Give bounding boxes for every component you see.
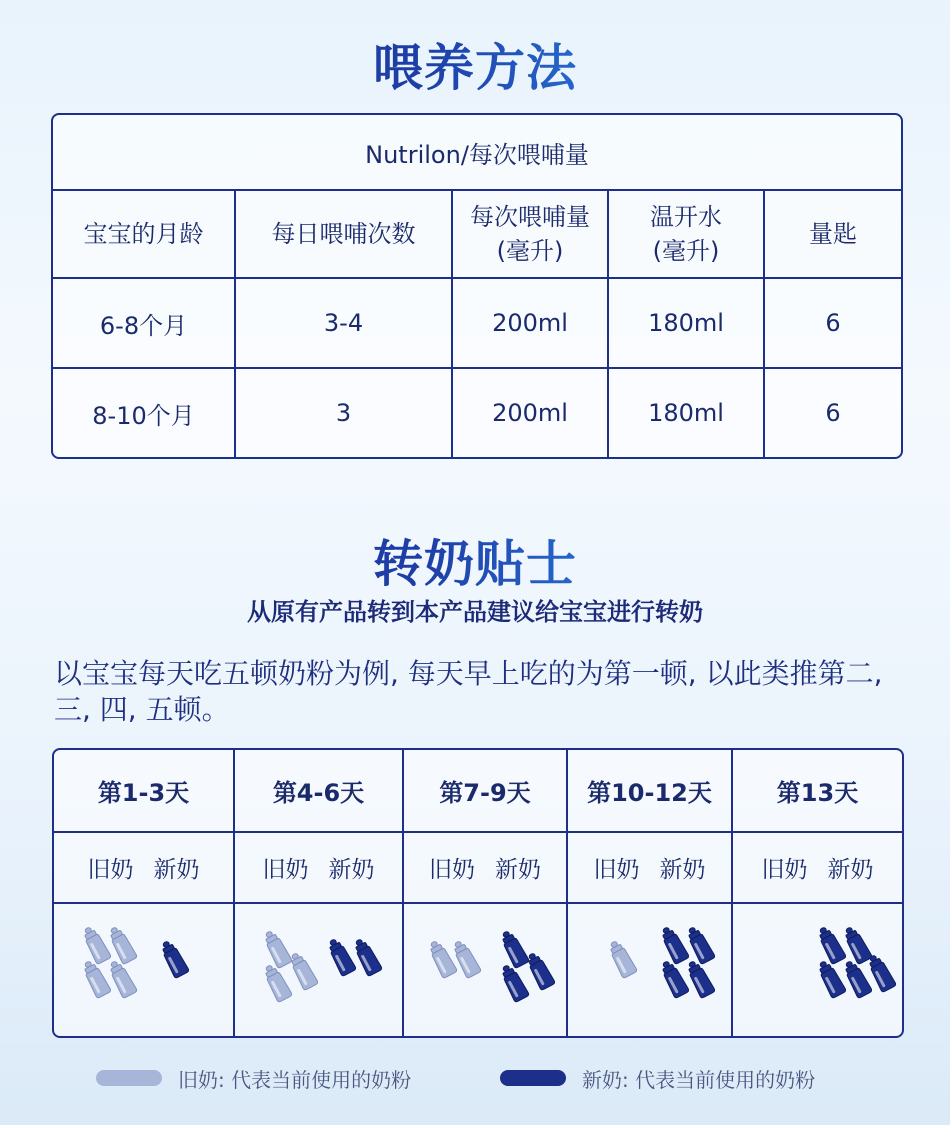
- header-warm-water: 温开水 (毫升): [608, 190, 764, 278]
- bottle-group: [404, 905, 566, 1035]
- transition-tips-title: 转奶贴士: [0, 524, 950, 596]
- schedule-days-1: 第1-3天: [54, 750, 234, 832]
- schedule-days-2: 第4-6天: [234, 750, 403, 832]
- old-milk-label: 旧奶: [429, 857, 475, 884]
- feeding-table-caption: Nutrilon/每次喂哺量: [53, 115, 901, 190]
- new-milk-label: 新奶: [827, 857, 874, 884]
- new-milk-swatch: [500, 1070, 566, 1086]
- old-milk-label: 旧奶: [87, 857, 134, 884]
- feeding-table: [51, 113, 903, 459]
- bottle-group: [733, 905, 902, 1035]
- schedule-days-4: 第10-12天: [567, 750, 732, 832]
- legend-new-milk: [500, 1064, 815, 1092]
- schedule-days-3: 第7-9天: [403, 750, 567, 832]
- legend-new-text: 新奶: 代表当前使用的奶粉: [582, 1067, 816, 1092]
- transition-schedule-table: [52, 748, 904, 1038]
- milk-type-labels: [567, 832, 732, 903]
- transition-intro: 以宝宝每天吃五顿奶粉为例, 每天早上吃的为第一顿, 以此类推第二, 三, 四, 五顿。: [54, 657, 883, 726]
- header-feeds-per-day: 每日喂哺次数: [235, 190, 452, 278]
- legend-old-milk: [96, 1064, 411, 1092]
- header-age: 宝宝的月龄: [53, 190, 235, 278]
- cell-feeds: 3: [235, 368, 452, 457]
- new-milk-bottle-icon: [680, 956, 720, 1003]
- cell-water: 180ml: [608, 278, 764, 368]
- legend-old-text: 旧奶: 代表当前使用的奶粉: [178, 1067, 412, 1092]
- new-milk-label: 新奶: [328, 857, 375, 884]
- old-milk-label: 旧奶: [593, 857, 640, 884]
- feeding-method-title: 喂养方法: [0, 28, 950, 100]
- cell-scoops: 6: [764, 278, 901, 368]
- milk-type-labels: [234, 832, 403, 903]
- cell-age: 8-10个月: [53, 368, 235, 457]
- schedule-days-5: 第13天: [732, 750, 902, 832]
- cell-water: 180ml: [608, 368, 764, 457]
- table-row: [53, 368, 901, 457]
- new-milk-label: 新奶: [153, 857, 200, 884]
- new-milk-bottle-icon: [347, 934, 387, 981]
- bottle-group: [54, 905, 233, 1035]
- old-milk-label: 旧奶: [262, 857, 309, 884]
- old-milk-label: 旧奶: [761, 857, 808, 884]
- table-row: [53, 278, 901, 368]
- old-milk-swatch: [96, 1070, 162, 1086]
- milk-type-labels: [732, 832, 902, 903]
- bottle-cell: [732, 903, 902, 1036]
- milk-type-labels: [403, 832, 567, 903]
- bottle-cell: [54, 903, 234, 1036]
- cell-scoops: 6: [764, 368, 901, 457]
- new-milk-bottle-icon: [154, 936, 194, 983]
- header-amount-per-feed: 每次喂哺量 (毫升): [452, 190, 608, 278]
- bottle-cell: [234, 903, 403, 1036]
- cell-amount: 200ml: [452, 368, 608, 457]
- cell-feeds: 3-4: [235, 278, 452, 368]
- old-milk-bottle-icon: [102, 956, 142, 1003]
- header-scoops: 量匙: [764, 190, 901, 278]
- new-milk-label: 新奶: [495, 857, 541, 884]
- new-milk-label: 新奶: [659, 857, 706, 884]
- bottle-cell: [567, 903, 732, 1036]
- bottle-cell: [403, 903, 567, 1036]
- transition-subtitle: 从原有产品转到本产品建议给宝宝进行转奶: [247, 598, 703, 626]
- cell-age: 6-8个月: [53, 278, 235, 368]
- milk-type-labels: [54, 832, 234, 903]
- old-milk-bottle-icon: [602, 936, 642, 983]
- bottle-group: [235, 905, 402, 1035]
- bottle-group: [568, 905, 731, 1035]
- cell-amount: 200ml: [452, 278, 608, 368]
